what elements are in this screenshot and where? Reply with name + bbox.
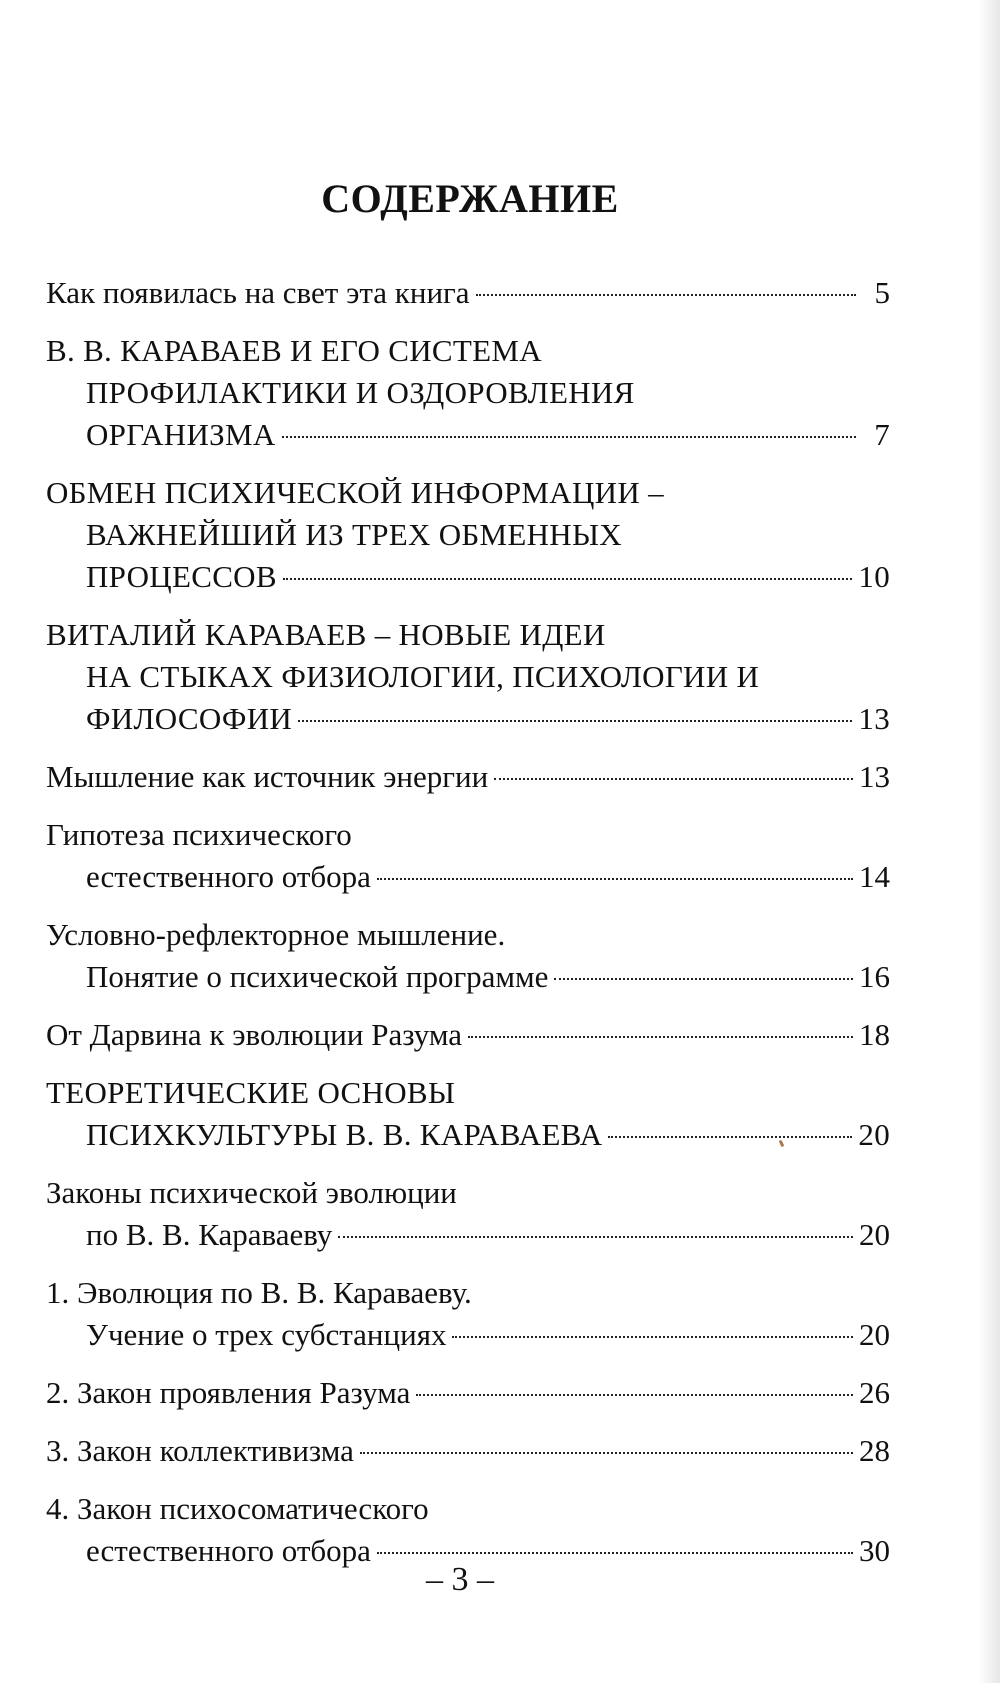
toc-entry-text: ПРОЦЕССОВ (86, 559, 277, 594)
toc-entry-text: НА СТЫКАХ ФИЗИОЛОГИИ, ПСИХОЛОГИИ И (86, 659, 760, 694)
dot-leader (377, 878, 853, 880)
toc-entry (46, 814, 890, 898)
toc-entry-line (46, 1214, 890, 1256)
toc-entry-text: ВИТАЛИЙ КАРАВАЕВ – НОВЫЕ ИДЕИ (46, 617, 606, 652)
toc-entry-line (46, 1272, 890, 1314)
toc-entry-text: Законы психической эволюции (46, 1175, 457, 1210)
toc-entry-line (46, 1114, 890, 1156)
toc-entry-line (46, 514, 890, 556)
toc-entry-line (46, 1314, 890, 1356)
toc-entry-line (46, 472, 890, 514)
toc-page-number: 28 (859, 1433, 890, 1468)
toc-entry-line (46, 556, 890, 598)
toc-entry-text: естественного отбора (86, 1533, 371, 1568)
toc-entry-text: ПСИХКУЛЬТУРЫ В. В. КАРАВАЕВА (86, 1117, 603, 1152)
toc-entry-text: 4. Закон психосоматического (46, 1491, 429, 1526)
toc-entry (46, 756, 890, 798)
dot-leader (377, 1552, 853, 1554)
toc-entry-line (46, 1488, 890, 1530)
dot-leader (416, 1394, 853, 1396)
toc-page-number: 20 (858, 1117, 890, 1152)
dot-leader (468, 1036, 853, 1038)
toc-entry (46, 330, 890, 456)
toc-page-number: 5 (874, 275, 890, 310)
toc-entry-text: Понятие о психической программе (86, 959, 549, 994)
toc-page-number: 20 (859, 1317, 890, 1352)
toc-entry-line (46, 1372, 890, 1414)
toc-entry (46, 1072, 890, 1156)
page-number-footer: – 3 – (426, 1561, 494, 1598)
toc-entry (46, 472, 890, 598)
toc-entry-line (46, 1172, 890, 1214)
toc-entry-text: естественного отбора (86, 859, 371, 894)
dot-leader (494, 778, 853, 780)
dot-leader (283, 578, 853, 580)
dot-leader (338, 1236, 853, 1238)
scan-shadow-edge (978, 0, 1000, 1683)
toc-entry-line (46, 1072, 890, 1114)
dot-leader (608, 1136, 852, 1138)
toc-entry (46, 1372, 890, 1414)
toc-entry-text: ОРГАНИЗМА (86, 417, 276, 452)
toc-entry (46, 1272, 890, 1356)
toc-entry-line (46, 914, 890, 956)
toc-entry-text: В. В. КАРАВАЕВ И ЕГО СИСТЕМА (46, 333, 542, 368)
toc-page-number: 14 (859, 859, 890, 894)
toc-entry-line (46, 814, 890, 856)
toc-page-number: 10 (858, 559, 890, 594)
toc-entry-line (46, 372, 890, 414)
toc-entry-text: ФИЛОСОФИИ (86, 701, 293, 736)
toc-entry (46, 1172, 890, 1256)
toc-entry-line (46, 656, 890, 698)
dot-leader (554, 978, 853, 980)
toc-entry-line (46, 330, 890, 372)
toc-entry-text: Гипотеза психического (46, 817, 352, 852)
toc-page-number: 7 (874, 417, 890, 452)
toc-entry-text: От Дарвина к эволюции Разума (46, 1017, 463, 1052)
toc-entry (46, 1430, 890, 1472)
dot-leader (476, 294, 856, 296)
dot-leader (282, 436, 856, 438)
toc-entry-line (46, 614, 890, 656)
dot-leader (452, 1336, 853, 1338)
toc-entry-text: ПРОФИЛАКТИКИ И ОЗДОРОВЛЕНИЯ (86, 375, 635, 410)
toc-page-number: 30 (859, 1533, 890, 1568)
toc-entry-line (46, 756, 890, 798)
page-title: СОДЕРЖАНИЕ (321, 175, 619, 221)
toc-page-number: 16 (859, 959, 890, 994)
toc-entry-line (46, 272, 890, 314)
toc-page-number: 13 (858, 701, 890, 736)
toc-entry (46, 272, 890, 314)
dot-leader (360, 1452, 853, 1454)
toc-entry-text: Учение о трех субстанциях (86, 1317, 447, 1352)
toc-entry-text: ВАЖНЕЙШИЙ ИЗ ТРЕХ ОБМЕННЫХ (86, 517, 622, 552)
toc-entry-line (46, 698, 890, 740)
toc-entry-text: ТЕОРЕТИЧЕСКИЕ ОСНОВЫ (46, 1075, 456, 1110)
toc-entry-text: Мышление как источник энергии (46, 759, 489, 794)
toc-page-number: 13 (859, 759, 890, 794)
toc-entry-text: ОБМЕН ПСИХИЧЕСКОЙ ИНФОРМАЦИИ – (46, 475, 664, 510)
dot-leader (298, 720, 852, 722)
toc-entry-text: Как появилась на свет эта книга (46, 275, 470, 310)
toc-entry-text: по В. В. Караваеву (86, 1217, 333, 1252)
toc-entry-line (46, 856, 890, 898)
toc-entry (46, 1488, 890, 1572)
toc-entry-text: 1. Эволюция по В. В. Караваеву. (46, 1275, 472, 1310)
toc-entry-line (46, 1014, 890, 1056)
toc-entry-line (46, 1430, 890, 1472)
toc-entry-text: 2. Закон проявления Разума (46, 1375, 411, 1410)
toc-entry (46, 1014, 890, 1056)
toc-page-number: 26 (859, 1375, 890, 1410)
toc-entry-text: Условно-рефлекторное мышление. (46, 917, 506, 952)
toc-entry (46, 614, 890, 740)
toc-entry-line (46, 414, 890, 456)
toc-entry (46, 914, 890, 998)
toc-page-number: 18 (859, 1017, 890, 1052)
toc-entry-line (46, 956, 890, 998)
toc-entry-text: 3. Закон коллективизма (46, 1433, 354, 1468)
toc-page-number: 20 (859, 1217, 890, 1252)
table-of-contents (46, 272, 890, 1572)
